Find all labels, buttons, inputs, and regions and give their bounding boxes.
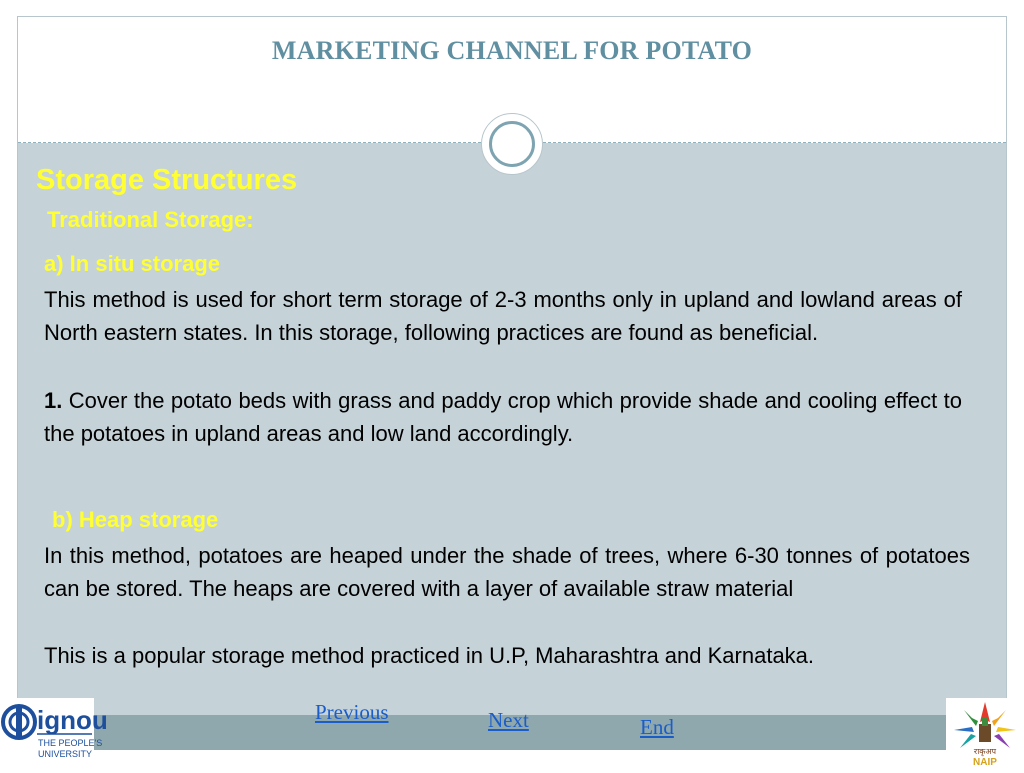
previous-link[interactable]: Previous <box>315 700 389 724</box>
slide-title: MARKETING CHANNEL FOR POTATO <box>271 36 753 65</box>
point-number: 1. <box>44 388 63 413</box>
decorative-circle-ring <box>489 121 535 167</box>
naip-script: राकृअप <box>973 747 997 756</box>
in-situ-heading: a) In situ storage <box>44 251 221 276</box>
section-subheading: Traditional Storage: <box>47 207 254 232</box>
next-link[interactable]: Next <box>488 708 529 732</box>
ignou-logo-graphic <box>0 698 108 768</box>
point-text: Cover the potato beds with grass and paddy crop which provide shade and cooling effect to the potatoes in upland areas and low land accordingly. <box>44 388 962 446</box>
in-situ-paragraph: This method is used for short term storage of 2-3 months only in upland and lowland areas of North eastern states. In this storage, following practices are found as beneficial. <box>44 287 962 345</box>
naip-logo <box>946 698 1024 768</box>
heap-heading: b) Heap storage <box>52 507 219 532</box>
heap-paragraph-1: In this method, potatoes are heaped under the shade of trees, where 6-30 tonnes of potatoes can be stored. The heaps are covered with a layer of available straw material <box>44 543 970 601</box>
heap-paragraph-2: This is a popular storage method practiced in U.P, Maharashtra and Karnataka. <box>44 643 815 668</box>
section-heading: Storage Structures <box>36 164 298 196</box>
ignou-wordmark: ignou <box>37 705 108 735</box>
ignou-tagline-2: UNIVERSITY <box>38 749 93 759</box>
in-situ-point <box>44 384 962 450</box>
ignou-logo <box>0 698 108 768</box>
ignou-tagline-1: THE PEOPLE'S <box>38 738 103 748</box>
naip-logo-graphic <box>946 698 1024 768</box>
naip-wordmark: NAIP <box>973 757 997 768</box>
end-link[interactable]: End <box>640 715 674 739</box>
